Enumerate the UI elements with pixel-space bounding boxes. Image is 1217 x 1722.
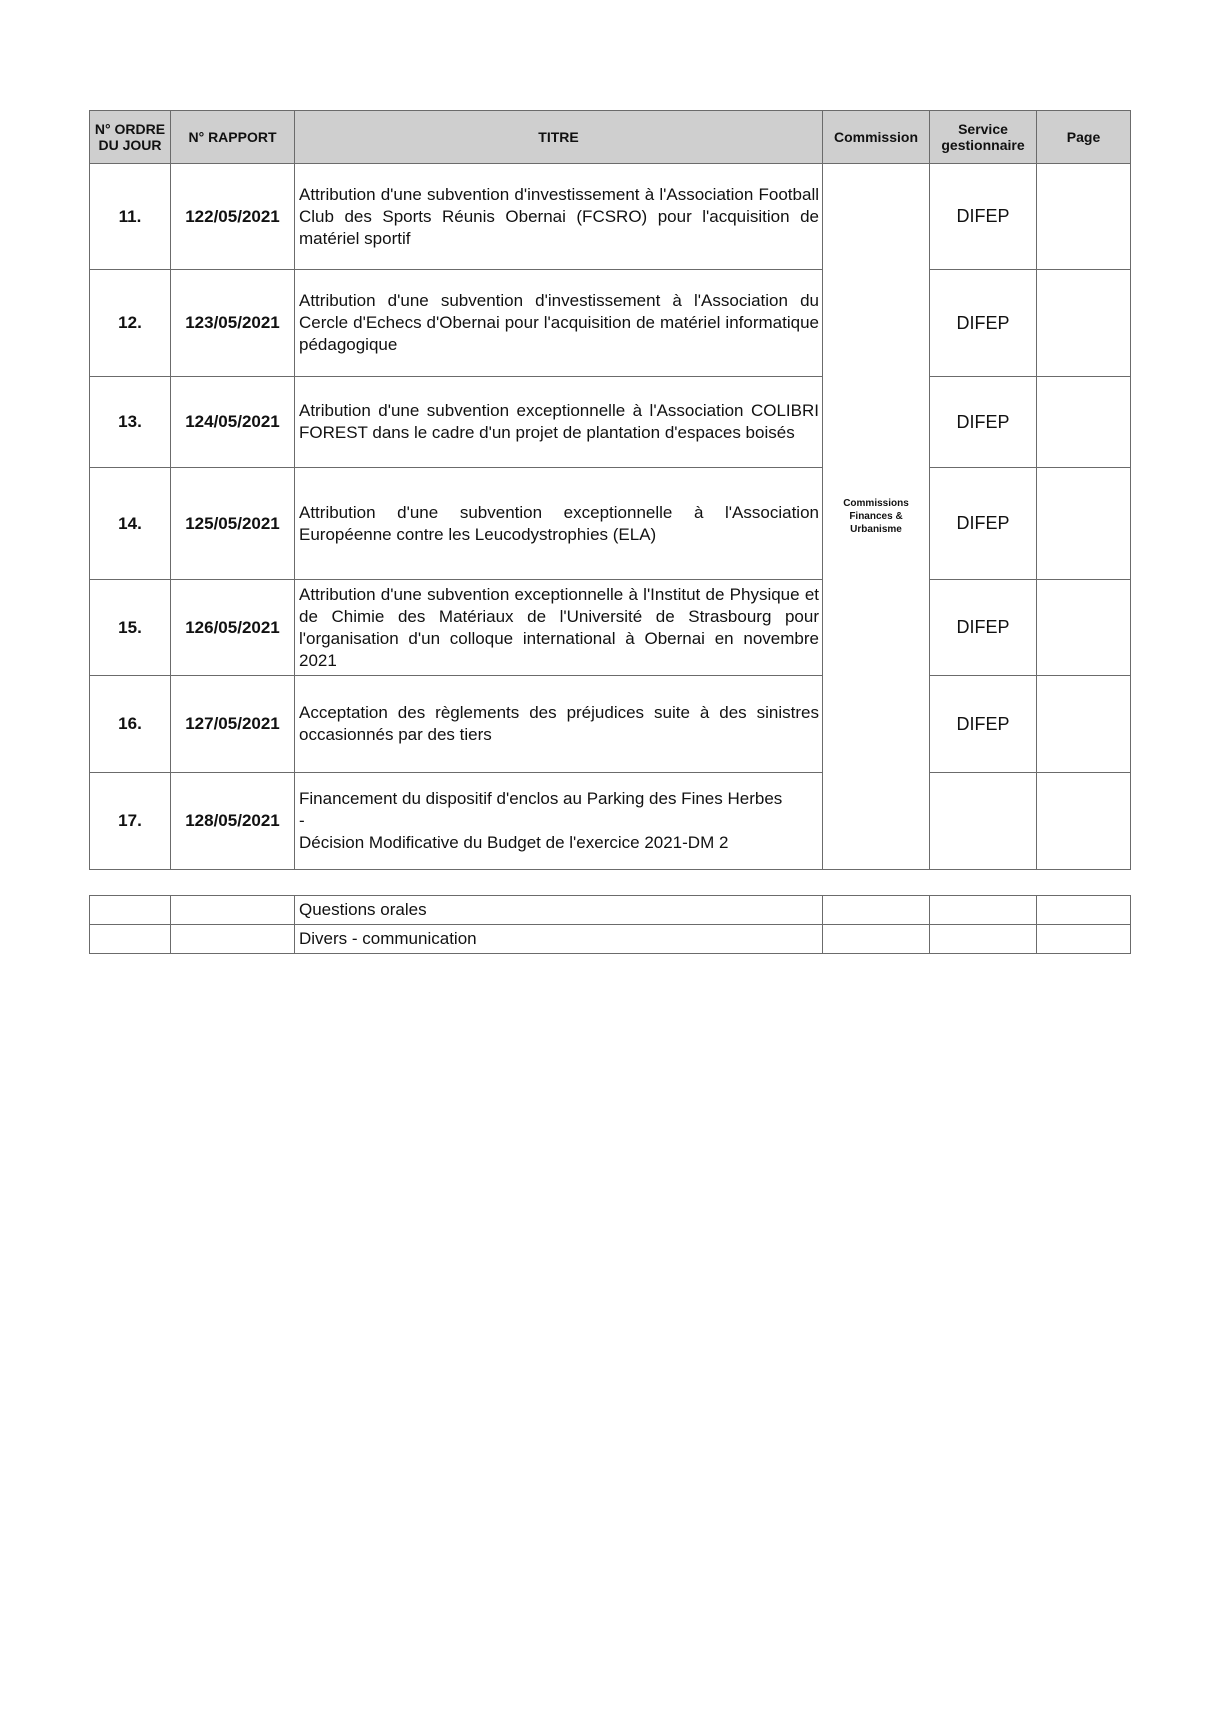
- agenda-table: [89, 110, 1131, 870]
- row-titre: Attribution d'une subvention d'investissement à l'Association du Cercle d'Echecs d'Obernai pour l'acquisition de matériel informatique pédagogique: [295, 270, 823, 377]
- row-page: [1037, 270, 1131, 377]
- empty-cell: [1037, 896, 1131, 925]
- row-number: 14.: [90, 468, 171, 580]
- table-row: [90, 896, 1131, 925]
- row-number: 16.: [90, 676, 171, 773]
- row-service: DIFEP: [930, 468, 1037, 580]
- row-number: 12.: [90, 270, 171, 377]
- table-row: [90, 377, 1131, 468]
- row-titre-line: Décision Modificative du Budget de l'exercice 2021-DM 2: [299, 833, 729, 852]
- empty-cell: [823, 896, 930, 925]
- header-rapport: N° RAPPORT: [171, 111, 295, 164]
- row-service: DIFEP: [930, 580, 1037, 676]
- row-service: [930, 773, 1037, 870]
- row-titre: Divers - communication: [295, 925, 823, 954]
- row-titre: Questions orales: [295, 896, 823, 925]
- row-rapport: 124/05/2021: [171, 377, 295, 468]
- row-page: [1037, 773, 1131, 870]
- row-number: 15.: [90, 580, 171, 676]
- row-rapport: 122/05/2021: [171, 164, 295, 270]
- row-number: 13.: [90, 377, 171, 468]
- table-row: [90, 580, 1131, 676]
- empty-cell: [930, 896, 1037, 925]
- table-row: [90, 773, 1131, 870]
- row-page: [1037, 164, 1131, 270]
- table-row: [90, 164, 1131, 270]
- row-page: [1037, 580, 1131, 676]
- empty-cell: [930, 925, 1037, 954]
- row-titre: Attribution d'une subvention d'investissement à l'Association Football Club des Sports Réunis Obernai (FCSRO) pour l'acquisition de matériel sportif: [295, 164, 823, 270]
- row-titre-line: -: [299, 811, 305, 830]
- misc-table: [89, 895, 1131, 954]
- empty-cell: [171, 925, 295, 954]
- row-rapport: 126/05/2021: [171, 580, 295, 676]
- empty-cell: [823, 925, 930, 954]
- empty-cell: [90, 896, 171, 925]
- row-rapport: 125/05/2021: [171, 468, 295, 580]
- row-service: DIFEP: [930, 270, 1037, 377]
- table-header-row: [90, 111, 1131, 164]
- row-service: DIFEP: [930, 676, 1037, 773]
- row-titre-line: Financement du dispositif d'enclos au Parking des Fines Herbes: [299, 789, 783, 808]
- header-ordre: N° ORDRE DU JOUR: [90, 111, 171, 164]
- row-service: DIFEP: [930, 377, 1037, 468]
- header-commission: Commission: [823, 111, 930, 164]
- table-row: [90, 676, 1131, 773]
- empty-cell: [171, 896, 295, 925]
- row-titre: Attribution d'une subvention exceptionnelle à l'Association Européenne contre les Leucodystrophies (ELA): [295, 468, 823, 580]
- row-page: [1037, 676, 1131, 773]
- row-number: 11.: [90, 164, 171, 270]
- table-row: [90, 925, 1131, 954]
- row-titre: [295, 773, 823, 870]
- row-rapport: 128/05/2021: [171, 773, 295, 870]
- row-titre: Acceptation des règlements des préjudices suite à des sinistres occasionnés par des tiers: [295, 676, 823, 773]
- row-rapport: 123/05/2021: [171, 270, 295, 377]
- table-row: [90, 468, 1131, 580]
- commission-cell: Commissions Finances & Urbanisme: [823, 164, 930, 870]
- row-number: 17.: [90, 773, 171, 870]
- row-titre: Atribution d'une subvention exceptionnelle à l'Association COLIBRI FOREST dans le cadre d'un projet de plantation d'espaces boisés: [295, 377, 823, 468]
- row-titre: Attribution d'une subvention exceptionnelle à l'Institut de Physique et de Chimie des Matériaux de l'Université de Strasbourg pour l'organisation d'un colloque international à Obernai en novembre 2021: [295, 580, 823, 676]
- row-rapport: 127/05/2021: [171, 676, 295, 773]
- row-page: [1037, 377, 1131, 468]
- row-page: [1037, 468, 1131, 580]
- header-page: Page: [1037, 111, 1131, 164]
- header-titre: TITRE: [295, 111, 823, 164]
- empty-cell: [90, 925, 171, 954]
- table-row: [90, 270, 1131, 377]
- row-service: DIFEP: [930, 164, 1037, 270]
- empty-cell: [1037, 925, 1131, 954]
- header-service: Service gestionnaire: [930, 111, 1037, 164]
